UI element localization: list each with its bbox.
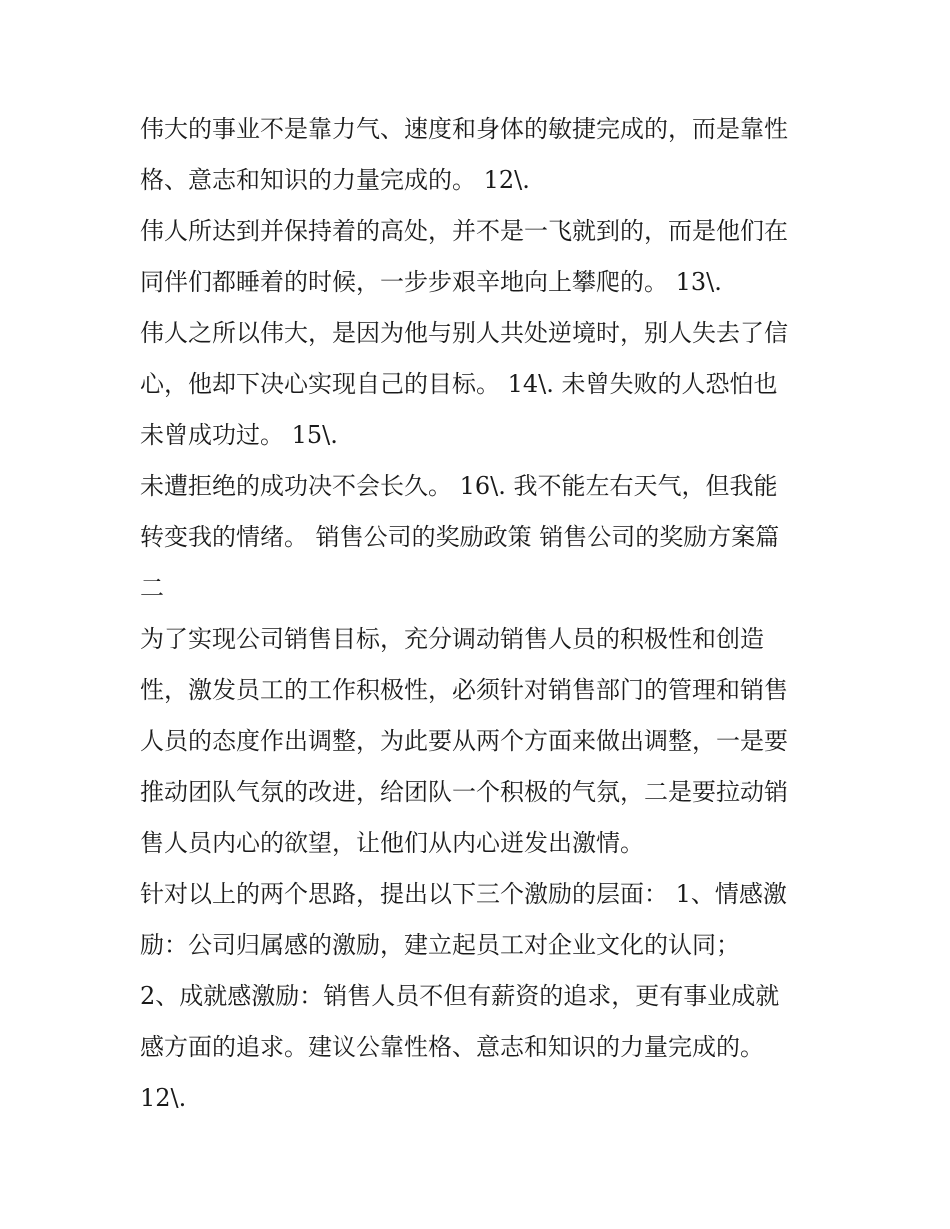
text-line: 伟人所达到并保持着的高处，并不是一飞就到的，而是他们在 <box>140 217 788 245</box>
body-text <box>140 104 820 1124</box>
text-line: 售人员内心的欲望，让他们从内心迸发出激情。 <box>140 829 644 857</box>
text-line: 伟人之所以伟大，是因为他与别人共处逆境时，别人失去了信 <box>140 319 788 347</box>
text-line: 心，他却下决心实现自己的目标。 14\. 未曾失败的人恐怕也 <box>140 370 778 398</box>
text-line: 励：公司归属感的激励，建立起员工对企业文化的认同； <box>140 931 740 959</box>
text-line: 未遭拒绝的成功决不会长久。 16\. 我不能左右天气，但我能 <box>140 472 778 500</box>
text-line: 2、成就感激励：销售人员不但有薪资的追求，更有事业成就 <box>140 982 780 1010</box>
text-line: 未曾成功过。 15\. <box>140 421 338 449</box>
text-line: 转变我的情绪。 销售公司的奖励政策 销售公司的奖励方案篇 <box>140 523 780 551</box>
text-line: 同伴们都睡着的时候，一步步艰辛地向上攀爬的。 13\. <box>140 268 722 296</box>
text-line: 推动团队气氛的改进，给团队一个积极的气氛，二是要拉动销 <box>140 778 788 806</box>
text-line: 伟大的事业不是靠力气、速度和身体的敏捷完成的，而是靠性 <box>140 115 788 143</box>
text-line: 感方面的追求。建议公靠性格、意志和知识的力量完成的。 <box>140 1033 764 1061</box>
text-line: 二 <box>140 574 164 602</box>
text-line: 格、意志和知识的力量完成的。 12\. <box>140 166 530 194</box>
text-line: 针对以上的两个思路，提出以下三个激励的层面： 1、情感激 <box>140 880 787 908</box>
text-line: 人员的态度作出调整，为此要从两个方面来做出调整，一是要 <box>140 727 788 755</box>
text-line: 性，激发员工的工作积极性，必须针对销售部门的管理和销售 <box>140 676 788 704</box>
text-line: 12\. <box>140 1084 187 1112</box>
text-line: 为了实现公司销售目标，充分调动销售人员的积极性和创造 <box>140 625 764 653</box>
